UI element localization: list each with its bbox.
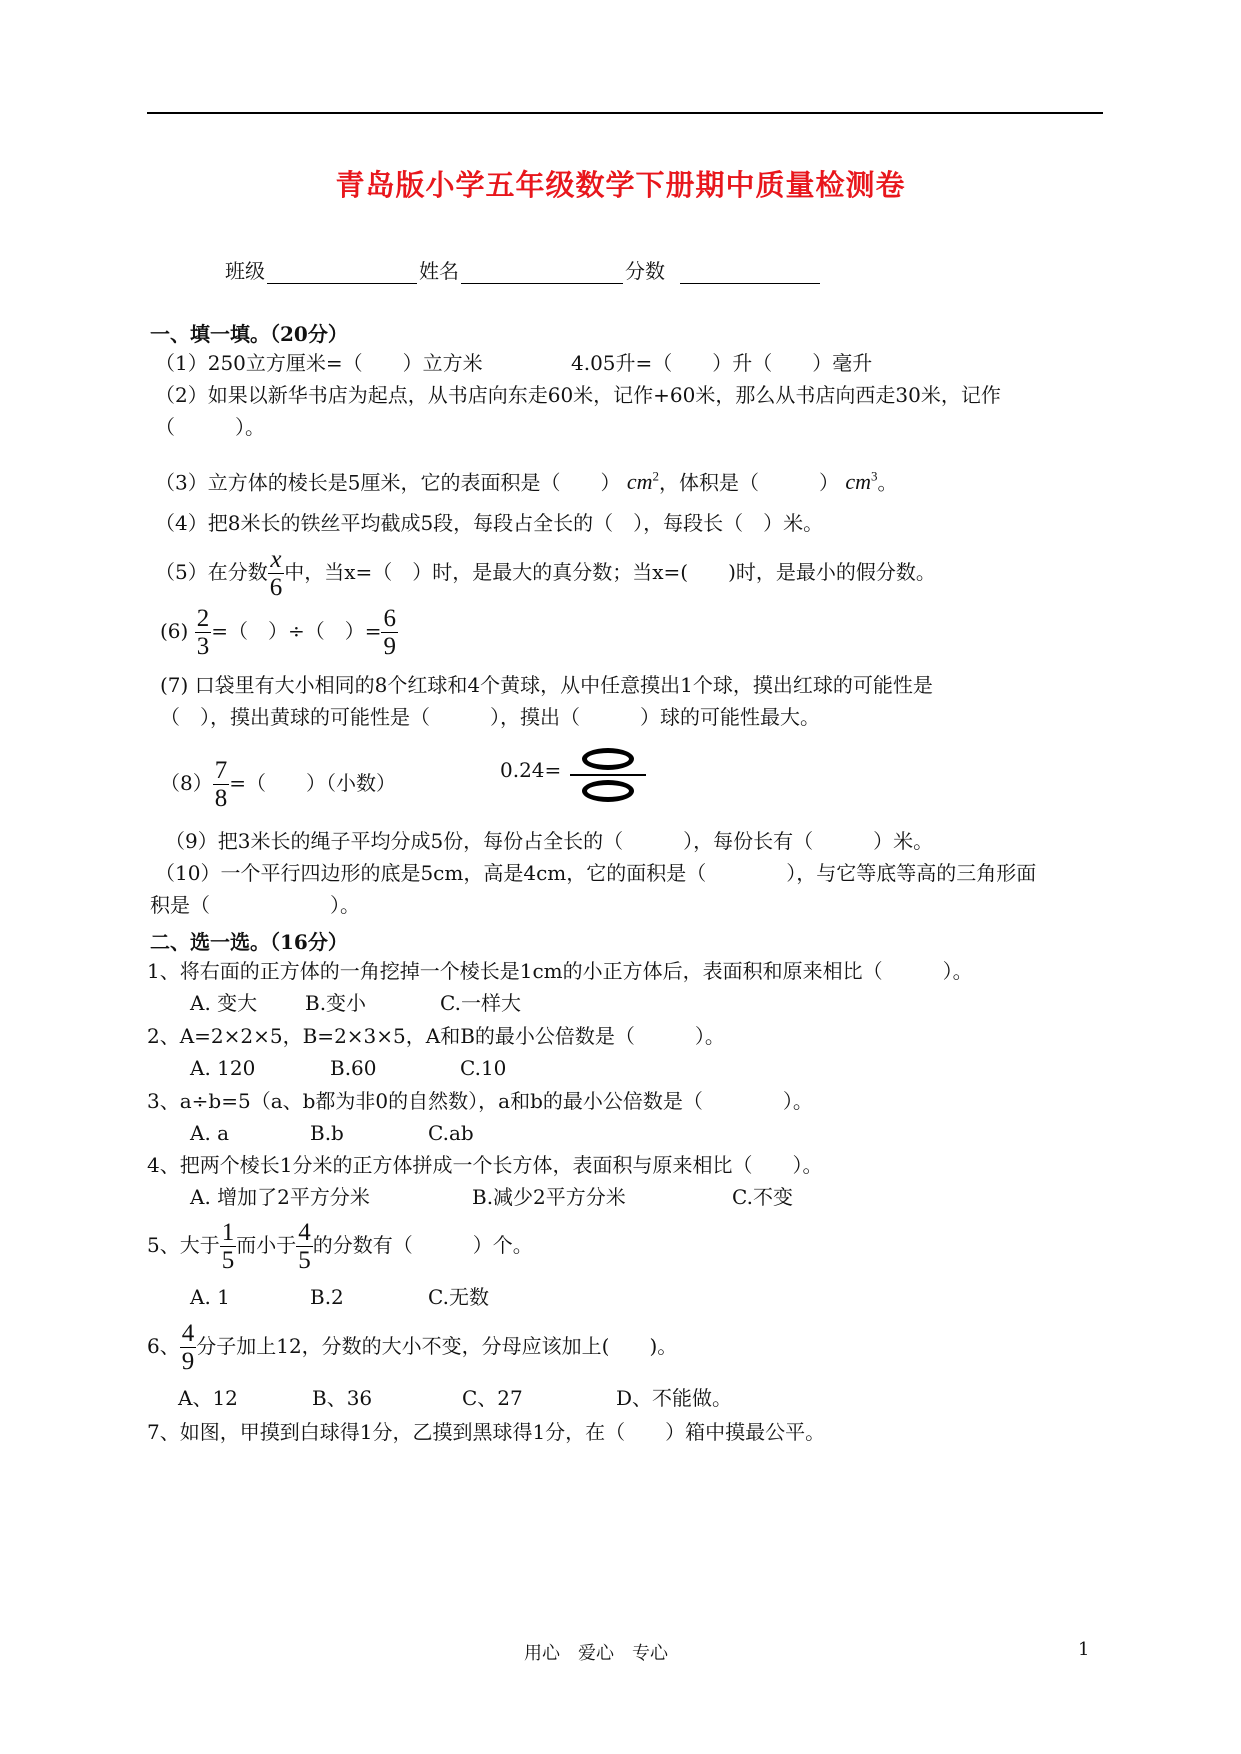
choice-6-option-a[interactable]: A、12 xyxy=(178,1386,238,1410)
choice-5-text-a: 5、大于 xyxy=(147,1233,220,1257)
question-5 xyxy=(155,546,936,601)
unit-cm3: $cm^3$ xyxy=(845,469,878,495)
choice-2-option-c[interactable]: C.10 xyxy=(460,1056,507,1080)
section1-heading: 一、填一填。（20分） xyxy=(150,322,348,346)
choice-3-option-a[interactable]: A. a xyxy=(190,1121,230,1145)
choice-5-option-a[interactable]: A. 1 xyxy=(190,1285,230,1309)
name-blank[interactable] xyxy=(461,263,623,284)
choice-3-option-c[interactable]: C.ab xyxy=(428,1121,474,1145)
question-3-text-a: （3）立方体的棱长是5厘米，它的表面积是（ ） xyxy=(155,470,621,495)
fraction-x-over-6: $\frac{x}{6}$ xyxy=(269,546,283,601)
question-10-line2: 积是（ ）。 xyxy=(150,893,360,917)
choice-5-option-b[interactable]: B.2 xyxy=(310,1285,344,1309)
fraction-4-over-5: $\frac{4}{5}$ xyxy=(298,1219,311,1274)
score-label: 分数 xyxy=(625,259,665,283)
section2-heading: 二、选一选。（16分） xyxy=(150,930,348,954)
fraction-1-over-5: $\frac{1}{5}$ xyxy=(221,1219,235,1274)
choice-6-question xyxy=(147,1320,677,1375)
choice-5-option-c[interactable]: C.无数 xyxy=(428,1285,489,1309)
question-1a: （1）250立方厘米=（ ）立方米 xyxy=(155,351,483,375)
choice-2-option-a[interactable]: A. 120 xyxy=(190,1056,256,1080)
question-2-line1: （2）如果以新华书店为起点，从书店向东走60米，记作+60米，那么从书店向西走30米，记作 xyxy=(155,383,1001,407)
question-7-line1: (7) 口袋里有大小相同的8个红球和4个黄球，从中任意摸出1个球，摸出红球的可能性是 xyxy=(160,673,933,697)
numerator-oval-blank[interactable] xyxy=(582,748,634,770)
question-6 xyxy=(160,605,398,660)
question-8-text-b: 0.24= xyxy=(500,758,562,782)
question-2-line2: （ ）。 xyxy=(155,415,265,439)
question-3-text-c: 。 xyxy=(877,470,898,495)
oval-fraction-blank[interactable] xyxy=(570,748,646,802)
choice-6-option-c[interactable]: C、27 xyxy=(462,1386,523,1410)
choice-4-option-a[interactable]: A. 增加了2平方分米 xyxy=(190,1185,370,1209)
question-1b: 4.05升=（ ）升（ ）毫升 xyxy=(571,351,873,375)
choice-6-option-b[interactable]: B、36 xyxy=(312,1386,373,1410)
choice-5-text-c: 的分数有（ ）个。 xyxy=(312,1233,533,1257)
question-4: （4）把8米长的铁丝平均截成5段，每段占全长的（ ），每段长（ ）米。 xyxy=(155,511,824,535)
question-9: （9）把3米长的绳子平均分成5份，每份占全长的（ ），每份长有（ ）米。 xyxy=(165,829,934,853)
choice-3-question: 3、a÷b=5（a、b都为非0的自然数），a和b的最小公倍数是（ ）。 xyxy=(147,1089,813,1113)
student-info xyxy=(225,255,822,284)
question-8-text-a: =（ ）（小数） xyxy=(229,771,396,795)
fraction-bar xyxy=(570,774,646,776)
choice-4-question: 4、把两个棱长1分米的正方体拼成一个长方体，表面积与原来相比（ ）。 xyxy=(147,1153,823,1177)
fraction-6-over-9: $\frac{6}{9}$ xyxy=(383,605,396,660)
choice-1-question: 1、将右面的正方体的一角挖掉一个棱长是1cm的小正方体后，表面积和原来相比（ ）。 xyxy=(147,959,973,983)
choice-1-option-a[interactable]: A. 变大 xyxy=(190,991,258,1015)
choice-1-option-b[interactable]: B.变小 xyxy=(305,991,367,1015)
question-8-label: （8） xyxy=(160,771,213,795)
header-rule xyxy=(147,112,1103,114)
choice-5-text-b: 而小于 xyxy=(236,1233,297,1257)
choice-6-text-b: 分子加上12，分数的大小不变，分母应该加上( )。 xyxy=(196,1334,678,1358)
question-6-label: (6) xyxy=(160,619,189,643)
choice-3-option-b[interactable]: B.b xyxy=(310,1121,344,1145)
question-5-text-a: （5）在分数 xyxy=(155,560,268,584)
question-6-mid: =（ ）÷（ ）= xyxy=(211,619,382,643)
question-7-line2: （ ），摸出黄球的可能性是（ ），摸出（ ）球的可能性最大。 xyxy=(160,705,820,729)
choice-1-option-c[interactable]: C.一样大 xyxy=(440,991,521,1015)
denominator-oval-blank[interactable] xyxy=(582,780,634,802)
page-number: 1 xyxy=(1078,1639,1090,1660)
class-label: 班级 xyxy=(225,259,265,283)
fraction-7-over-8: $\frac{7}{8}$ xyxy=(214,757,228,812)
page-title: 青岛版小学五年级数学下册期中质量检测卷 xyxy=(335,168,906,202)
unit-cm2: $cm^2$ xyxy=(626,469,659,495)
question-3 xyxy=(155,464,897,495)
fraction-4-over-9: $\frac{4}{9}$ xyxy=(181,1320,195,1375)
class-blank[interactable] xyxy=(267,263,417,284)
name-label: 姓名 xyxy=(419,259,459,283)
question-3-text-b: ，体积是（ ） xyxy=(658,470,839,495)
choice-7-question: 7、如图，甲摸到白球得1分，乙摸到黑球得1分，在（ ）箱中摸最公平。 xyxy=(147,1420,826,1444)
question-8b xyxy=(500,757,561,783)
choice-6-text-a: 6、 xyxy=(147,1334,180,1358)
question-10-line1: （10）一个平行四边形的底是5cm，高是4cm，它的面积是（ ），与它等底等高的三角形面 xyxy=(155,861,1037,885)
choice-2-option-b[interactable]: B.60 xyxy=(330,1056,377,1080)
choice-2-question: 2、A=2×2×5，B=2×3×5，A和B的最小公倍数是（ ）。 xyxy=(147,1024,725,1048)
choice-6-option-d[interactable]: D、不能做。 xyxy=(616,1386,733,1410)
choice-4-option-c[interactable]: C.不变 xyxy=(732,1185,793,1209)
choice-5-question xyxy=(147,1219,533,1274)
question-8 xyxy=(160,757,396,812)
question-5-text-b: 中，当x=（ ）时，是最大的真分数；当x=( )时，是最小的假分数。 xyxy=(284,560,936,584)
choice-4-option-b[interactable]: B.减少2平方分米 xyxy=(472,1185,626,1209)
fraction-2-over-3: $\frac{2}{3}$ xyxy=(196,605,210,660)
score-blank[interactable] xyxy=(680,263,820,284)
footer-motto: 用心 爱心 专心 xyxy=(524,1643,668,1664)
